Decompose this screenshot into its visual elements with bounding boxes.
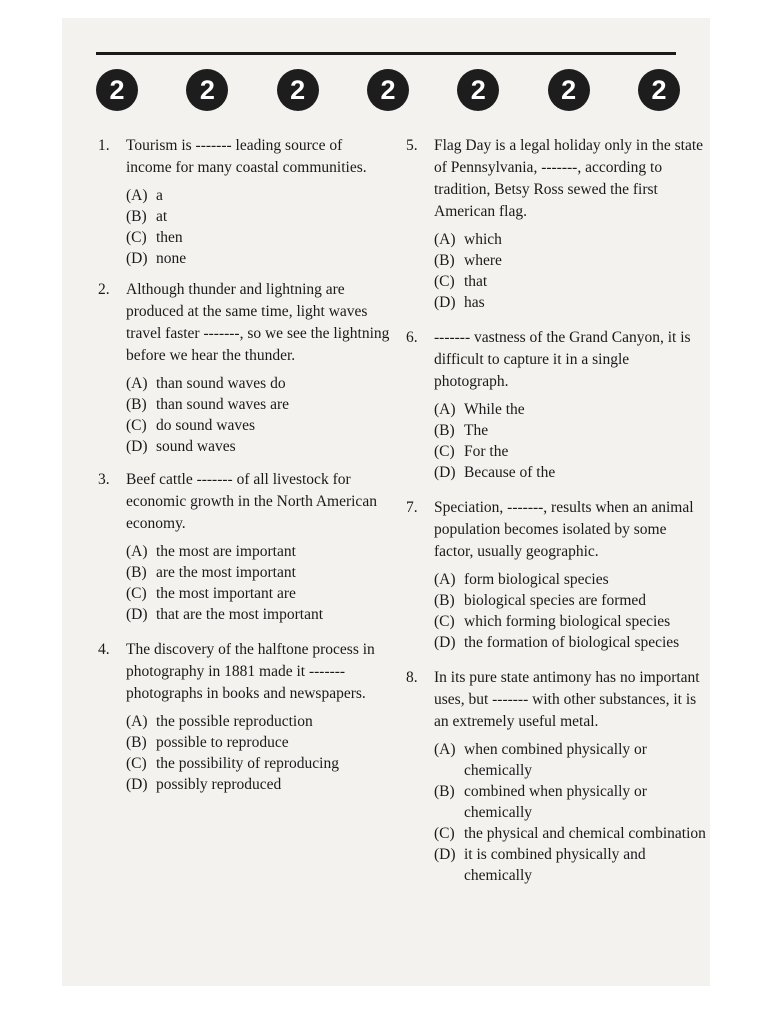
question-number: 2. [98, 281, 110, 298]
question-body [434, 327, 706, 483]
section-badge: 2 [367, 69, 409, 111]
option-b [434, 250, 706, 271]
question-number: 5. [406, 137, 418, 154]
option-letter: (D) [434, 294, 456, 311]
option-text: which [464, 231, 502, 248]
question-body [434, 497, 706, 653]
question-number: 4. [98, 641, 110, 658]
question-3 [98, 469, 390, 625]
left-column [98, 135, 390, 795]
option-d [126, 436, 390, 457]
option-d [434, 462, 706, 483]
option-letter: (B) [434, 422, 455, 439]
option-letter: (D) [126, 438, 148, 455]
option-b [126, 562, 390, 583]
question-2 [98, 279, 390, 457]
question-number: 6. [406, 329, 418, 346]
option-text: While the [464, 401, 525, 418]
option-c [434, 441, 706, 462]
answer-options [126, 185, 390, 269]
question-5 [406, 135, 706, 313]
option-text: it is combined physically and chemically [464, 846, 646, 884]
option-a [434, 569, 706, 590]
section-badge: 2 [277, 69, 319, 111]
option-a [126, 541, 390, 562]
question-number: 3. [98, 471, 110, 488]
option-letter: (A) [126, 187, 148, 204]
answer-options [434, 569, 706, 653]
option-a [434, 229, 706, 250]
option-text: the possibility of reproducing [156, 755, 339, 772]
option-text: when combined physically or chemically [464, 741, 647, 779]
option-letter: (B) [434, 252, 455, 269]
question-body [434, 667, 706, 886]
option-text: For the [464, 443, 509, 460]
option-text: a [156, 187, 163, 204]
option-b [434, 420, 706, 441]
option-letter: (C) [434, 613, 455, 630]
option-letter: (D) [126, 250, 148, 267]
section-badge: 2 [548, 69, 590, 111]
option-letter: (B) [434, 592, 455, 609]
option-a [126, 373, 390, 394]
option-text: where [464, 252, 502, 269]
option-letter: (B) [126, 734, 147, 751]
question-stem: Beef cattle ------- of all livestock for economic growth in the North American economy. [126, 471, 377, 532]
option-letter: (C) [434, 273, 455, 290]
option-c [434, 611, 706, 632]
option-letter: (A) [126, 375, 148, 392]
option-letter: (B) [434, 783, 455, 800]
option-a [126, 711, 390, 732]
question-stem: In its pure state antimony has no important uses, but ------- with other substances, it is an extremely useful metal. [434, 669, 700, 730]
option-c [126, 227, 390, 248]
option-letter: (A) [434, 401, 456, 418]
option-b [126, 732, 390, 753]
question-number: 1. [98, 137, 110, 154]
option-text: Because of the [464, 464, 556, 481]
option-letter: (D) [434, 634, 456, 651]
option-c [434, 823, 706, 844]
answer-options [434, 739, 706, 886]
question-4 [98, 639, 390, 795]
option-text: the possible reproduction [156, 713, 313, 730]
question-body [126, 135, 390, 269]
option-text: than sound waves do [156, 375, 286, 392]
question-stem: Speciation, -------, results when an animal population becomes isolated by some factor, usually geographic. [434, 499, 694, 560]
option-text: which forming biological species [464, 613, 671, 630]
option-text: form biological species [464, 571, 609, 588]
right-column [406, 135, 706, 886]
option-b [126, 206, 390, 227]
option-text: possible to reproduce [156, 734, 289, 751]
answer-options [126, 541, 390, 625]
option-d [126, 248, 390, 269]
question-6 [406, 327, 706, 483]
option-d [434, 844, 706, 886]
option-text: that [464, 273, 488, 290]
question-number: 7. [406, 499, 418, 516]
question-body [126, 469, 390, 625]
option-b [434, 781, 706, 823]
question-8 [406, 667, 706, 886]
option-letter: (A) [434, 231, 456, 248]
section-badge: 2 [186, 69, 228, 111]
question-stem: ------- vastness of the Grand Canyon, it is difficult to capture it in a single photograph. [434, 329, 691, 390]
option-letter: (C) [434, 825, 455, 842]
option-letter: (A) [126, 713, 148, 730]
option-c [434, 271, 706, 292]
option-letter: (A) [434, 741, 456, 758]
option-text: at [156, 208, 168, 225]
option-d [434, 292, 706, 313]
option-letter: (C) [434, 443, 455, 460]
option-d [434, 632, 706, 653]
question-stem: Tourism is ------- leading source of income for many coastal communities. [126, 137, 367, 176]
answer-options [126, 373, 390, 457]
section-badges [96, 69, 680, 111]
question-number: 8. [406, 669, 418, 686]
option-a [434, 739, 706, 781]
section-badge: 2 [457, 69, 499, 111]
question-body [126, 639, 390, 795]
answer-options [126, 711, 390, 795]
option-letter: (B) [126, 208, 147, 225]
option-c [126, 583, 390, 604]
option-a [434, 399, 706, 420]
question-7 [406, 497, 706, 653]
option-text: combined when physically or chemically [464, 783, 647, 821]
option-d [126, 774, 390, 795]
section-badge: 2 [96, 69, 138, 111]
option-text: then [156, 229, 183, 246]
option-text: the most are important [156, 543, 296, 560]
section-badge: 2 [638, 69, 680, 111]
option-b [126, 394, 390, 415]
option-letter: (D) [126, 776, 148, 793]
option-text: the most important are [156, 585, 296, 602]
option-a [126, 185, 390, 206]
question-stem: Flag Day is a legal holiday only in the state of Pennsylvania, -------, according to tradition, Betsy Ross sewed the first American flag. [434, 137, 704, 220]
option-b [434, 590, 706, 611]
option-text: do sound waves [156, 417, 256, 434]
option-text: The [464, 422, 489, 439]
option-text: the physical and chemical combination [464, 825, 706, 842]
option-text: sound waves [156, 438, 236, 455]
answer-options [434, 399, 706, 483]
question-1 [98, 135, 390, 269]
question-body [434, 135, 706, 313]
option-text: the formation of biological species [464, 634, 680, 651]
option-text: has [464, 294, 485, 311]
option-letter: (D) [434, 846, 456, 863]
option-text: biological species are formed [464, 592, 647, 609]
option-letter: (C) [126, 417, 147, 434]
option-text: possibly reproduced [156, 776, 282, 793]
option-letter: (C) [126, 755, 147, 772]
option-letter: (C) [126, 585, 147, 602]
question-body [126, 279, 390, 457]
option-text: are the most important [156, 564, 296, 581]
option-letter: (C) [126, 229, 147, 246]
option-letter: (B) [126, 564, 147, 581]
option-c [126, 415, 390, 436]
option-text: none [156, 250, 187, 267]
option-letter: (D) [126, 606, 148, 623]
top-rule [96, 52, 676, 55]
question-stem: The discovery of the halftone process in photography in 1881 made it ------- photographs in books and newspapers. [126, 641, 375, 702]
question-stem: Although thunder and lightning are produced at the same time, light waves travel faster -------, so we see the lightning before we hear the thunder. [126, 281, 390, 364]
option-text: than sound waves are [156, 396, 289, 413]
option-letter: (D) [434, 464, 456, 481]
answer-options [434, 229, 706, 313]
option-letter: (B) [126, 396, 147, 413]
option-d [126, 604, 390, 625]
option-letter: (A) [434, 571, 456, 588]
option-letter: (A) [126, 543, 148, 560]
option-c [126, 753, 390, 774]
option-text: that are the most important [156, 606, 324, 623]
